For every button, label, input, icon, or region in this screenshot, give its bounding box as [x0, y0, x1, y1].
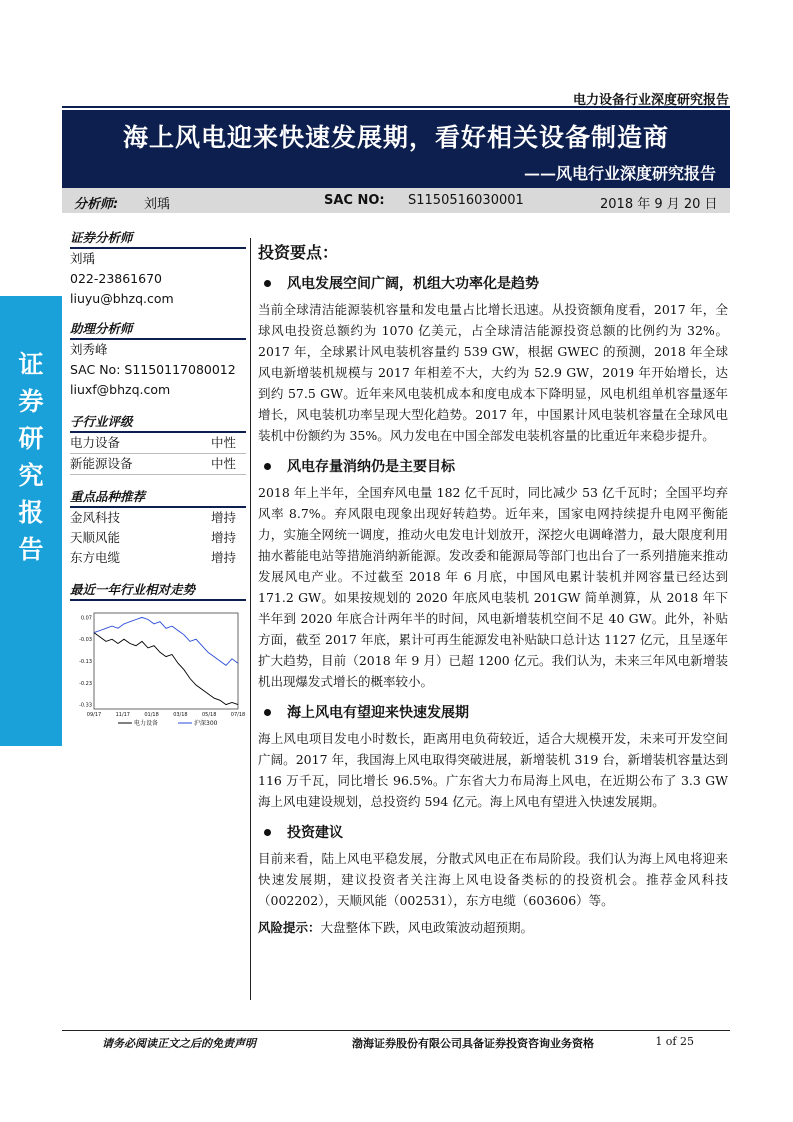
sub-industry-row — [70, 454, 246, 475]
report-date: 2018 年 9 月 20 日 — [600, 197, 718, 212]
x-tick-label: 09/17 — [86, 712, 102, 718]
key-stock-name: 天顺风能 — [70, 530, 121, 545]
x-tick-label: 11/17 — [115, 712, 131, 718]
key-stock-rating: 增持 — [210, 510, 236, 525]
analyst-name: 刘瑀 — [70, 251, 96, 266]
key-stock-rating: 增持 — [210, 550, 236, 565]
report-title: 海上风电迎来快速发展期，看好相关设备制造商 — [122, 123, 669, 152]
assistant-section-title: 助理分析师 — [70, 319, 246, 340]
main-content — [258, 240, 728, 938]
bullet-icon — [264, 829, 271, 836]
trend-title: 最近一年行业相对走势 — [70, 580, 246, 601]
section-title: 风电发展空间广阔，机组大功率化是趋势 — [287, 276, 539, 292]
analyst-email[interactable]: liuyu@bhzq.com — [70, 291, 174, 306]
bullet-icon — [264, 280, 271, 287]
report-type: 电力设备行业深度研究报告 — [572, 93, 729, 108]
section-body: 海上风电项目发电小时数长，距离用电负荷较近，适合大规模开发，未来可开发空间广阔。2017 年，我国海上风电取得突破进展，新增装机 319 台，新增装机容量达到 116 万千瓦，同比增长 96.5%。广东省大力布局海上风电，在近期公布了 3.3 GW 海上风电建设规划，总投资约 594 亿元。海上风电有望进入快速发展期。 — [258, 731, 728, 809]
section-heading — [258, 702, 728, 722]
analyst-section-title: 证券分析师 — [70, 228, 246, 249]
sac-label: SAC NO: — [324, 193, 385, 208]
bullet-icon — [264, 709, 271, 716]
section-title: 风电存量消纳仍是主要目标 — [287, 459, 455, 475]
sub-industry-rating: 中性 — [210, 435, 236, 450]
section-body: 目前来看，陆上风电平稳发展，分散式风电正在布局阶段。我们认为海上风电将迎来快速发展期，建议投资者关注海上风电设备类标的的投资机会。推荐金风科技（002202），天顺风能（002531），东方电缆（603606）等。 — [258, 851, 728, 908]
section-title: 海上风电有望迎来快速发展期 — [287, 705, 469, 721]
y-tick-label: 0.07 — [80, 615, 92, 622]
legend-label: 沪深300 — [194, 720, 218, 727]
footer — [62, 1030, 730, 1050]
assistant-sac: SAC No: S1150117080012 — [70, 362, 236, 377]
section-heading — [258, 822, 728, 842]
risk-label: 风险提示： — [258, 920, 321, 935]
key-stocks-title: 重点品种推荐 — [70, 487, 246, 508]
sub-industry-title: 子行业评级 — [70, 412, 246, 433]
title-banner — [62, 110, 730, 188]
trend-chart — [70, 605, 246, 735]
analyst-info-bar — [62, 188, 730, 213]
column-divider — [250, 238, 251, 1000]
sac-number: S1150516030001 — [408, 193, 524, 208]
legend-label: 电力设备 — [134, 720, 159, 727]
analyst-label: 分析师: — [74, 197, 119, 212]
key-stock-row — [70, 528, 246, 548]
page-number: 1 of 25 — [655, 1035, 694, 1048]
risk-note — [258, 917, 728, 938]
report-subtitle: ——风电行业深度研究报告 — [523, 164, 716, 183]
sidebar — [70, 222, 246, 735]
section-body: 2018 年上半年，全国弃风电量 182 亿千瓦时，同比减少 53 亿千瓦时；全国平均弃风率 8.7%。弃风限电现象出现好转趋势。近年来，国家电网持续提升电网平衡能力，实施全网统一调度，推动火电发电计划放开，深挖火电调峰潜力，最大限度利用抽水蓄能电站等措施消纳新能源。发改委和能源局等部门也出台了一系列措施来推动发展风电产业。不过截至 2018 年 6 月底，中国风电累计装机并网容量已经达到 171.2 GW。如果按规划的 2020 年底风电装机 201GW 简单测算，从 2018 年下半年到 2020 年底合计两年半的时间，风电新增装机空间不足 40 GW。此外，补贴方面，截至 2017 年底，累计可再生能源发电补贴缺口总计达 1127 亿元，且呈逐年扩大趋势，目前（2018 年 9 月）已超 1200 亿元。我们认为，未来三年风电新增装机出现爆发式增长的概率较小。 — [258, 485, 728, 689]
key-stock-name: 金风科技 — [70, 510, 121, 525]
section-body: 当前全球清洁能源装机容量和发电量占比增长迅速。从投资额角度看，2017 年，全球风电投资总额约为 1070 亿美元，占全球清洁能源投资总额的比例约为 32%。2017 年，全球累计风电装机容量约 539 GW，根据 GWEC 的预测，2018 年全球风电新增装机规模与 2017 年相差不大，大约为 52.9 GW，2019 年开始增长，达到约 57.5 GW。近年来风电装机成本和度电成本下降明显，风电机组单机容量逐年增长，风电装机功率呈现大型化趋势。2017 年，中国累计风电装机容量在全球风电装机中份额约为 35%。风力发电在中国全部发电装机容量的比重近年来稳步提升。 — [258, 302, 728, 443]
risk-text: 大盘整体下跌，风电政策波动超预期。 — [320, 920, 534, 935]
bullet-icon — [264, 463, 271, 470]
y-tick-label: -0.23 — [79, 680, 92, 687]
x-tick-label: 03/18 — [173, 712, 188, 718]
analyst-name: 刘瑀 — [144, 197, 171, 212]
sub-industry-name: 电力设备 — [70, 435, 121, 450]
y-tick-label: -0.33 — [79, 702, 92, 709]
assistant-name: 刘秀峰 — [70, 342, 108, 357]
y-tick-label: -0.13 — [79, 659, 92, 665]
section-heading — [258, 273, 728, 293]
key-stock-name: 东方电缆 — [70, 550, 121, 565]
key-stock-row — [70, 548, 246, 568]
sub-industry-row — [70, 433, 246, 454]
sub-industry-rating: 中性 — [210, 456, 236, 471]
side-tag — [0, 296, 62, 746]
sub-industry-name: 新能源设备 — [70, 456, 133, 471]
section-heading — [258, 456, 728, 476]
section-title: 投资建议 — [287, 825, 343, 841]
series-line-power-equipment — [94, 633, 238, 705]
investment-highlights-heading: 投资要点： — [258, 243, 339, 262]
footer-qualification: 渤海证券股份有限公司具备证券投资咨询业务资格 — [352, 1037, 594, 1050]
x-tick-label: 05/18 — [201, 712, 217, 718]
side-tag-text: 证券研究报告 — [18, 350, 44, 564]
analyst-phone: 022-23861670 — [70, 271, 162, 286]
top-divider — [62, 106, 730, 108]
footer-disclaimer[interactable]: 请务必阅读正文之后的免责声明 — [102, 1037, 256, 1050]
x-tick-label: 07/18 — [230, 712, 246, 718]
key-stock-rating: 增持 — [210, 530, 236, 545]
assistant-email[interactable]: liuxf@bhzq.com — [70, 382, 171, 397]
key-stock-row — [70, 508, 246, 528]
x-tick-label: 01/18 — [144, 712, 159, 718]
y-tick-label: -0.03 — [79, 637, 92, 644]
